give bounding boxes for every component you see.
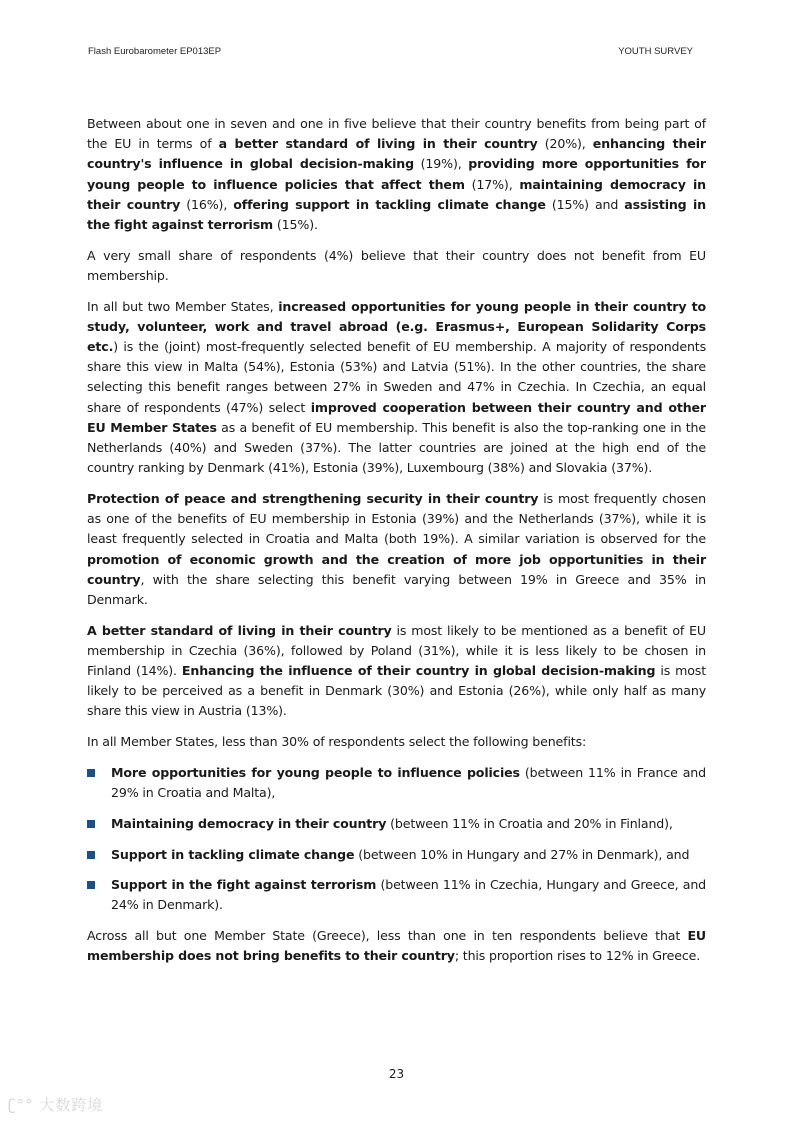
paragraph [87,297,706,479]
text-run: is most likely to be perceived as a benefit in Denmark (30%) and Estonia (26%), while only half as many share this view in Austria (13%). [87,663,706,719]
paragraph [87,489,706,610]
text-run: (16%), [180,196,234,212]
text-run: (15%) and [545,196,625,212]
text-run: In all but two Member States, [87,298,279,314]
bold-phrase: assisting in the fight against terrorism [87,196,706,233]
bullet-item [87,763,706,803]
bold-phrase: maintaining democracy in their country [87,176,706,212]
text-run: as a benefit of EU membership. This benefit is also the top-ranking one in the Netherlands (40%) and Sweden (37%). The latter countries are joined at the high end of the country ranking by Denmark (41%), Estonia (39%), Luxembourg (38%) and Slovakia (37%). [87,419,706,476]
bold-phrase: enhancing their country's influence in global decision-making [87,136,706,172]
text-run: (between 10% in Hungary and 27% in Denmark), and [354,846,690,862]
text-run: (15%). [273,217,318,233]
text-run: In all Member States, less than 30% of respondents select the following benefits: [87,734,587,750]
bold-phrase: Support in the fight against terrorism [111,877,377,893]
watermark-logo: ʗ°° 大数跨境 [8,1096,104,1114]
paragraphs [87,114,706,752]
text-run: (between 11% in France and 29% in Croatia and Malta), [111,764,706,801]
bold-phrase: More opportunities for young people to influence policies [111,764,520,780]
header-left: Flash Eurobarometer EP013EP [88,46,222,57]
bullet-item [87,845,706,865]
text-run: ; this proportion rises to 12% in Greece. [454,948,701,964]
bullet-list [87,763,706,916]
paragraph [87,621,706,722]
bold-phrase: Support in tackling climate change [111,846,355,862]
text-run: (17%), [464,176,520,192]
text-run: Across all but one Member State (Greece), less than one in ten respondents believe that [87,928,688,944]
text-run: (20%), [537,136,593,152]
text-run: is most frequently chosen as one of the benefits of EU membership in Estonia (39%) and the Netherlands (37%), while it is least frequently selected in Croatia and Malta (both 19%). A similar variation is observed for the [87,490,706,547]
paragraph [87,246,706,286]
bullet-item [87,814,706,834]
bold-phrase: Protection of peace and strengthening security in their country [87,490,539,506]
text-run: (between 11% in Czechia, Hungary and Greece, and 24% in Denmark). [111,877,706,913]
header-right: YOUTH SURVEY [618,46,693,57]
text-run: ) is the (joint) most-frequently selected benefit of EU membership. A majority of respondents share this view in Malta (54%), Estonia (53%) and Latvia (51%). In the other countries, the share selecting this benefit ranges between 27% in Sweden and 47% in Czechia. In Czechia, an equal share of respondents (47%) select [87,339,706,415]
text-run: Between about one in seven and one in five believe that their country benefits from being part of the EU in terms of [87,116,706,152]
paragraph [87,732,706,752]
square-bullet-icon [87,881,95,889]
bold-phrase: EU membership does not bring benefits to their country [87,928,706,964]
bold-phrase: a better standard of living in their country [218,136,538,152]
bold-phrase: Enhancing the influence of their country in global decision-making [181,663,656,679]
text-run: (19%), [413,156,469,172]
paragraph [87,114,706,235]
square-bullet-icon [87,769,95,777]
text-run: , with the share selecting this benefit varying between 19% in Greece and 35% in Denmark. [87,571,706,607]
bold-phrase: A better standard of living in their country [87,622,392,638]
text-run: (between 11% in Croatia and 20% in Finland), [386,815,673,831]
closing-paragraph [87,926,706,966]
text-run: A very small share of respondents (4%) believe that their country does not benefit from EU membership. [87,247,706,283]
square-bullet-icon [87,820,95,828]
page-number: 23 [388,1067,405,1081]
body-text [87,114,706,977]
text-run: is most likely to be mentioned as a benefit of EU membership in Czechia (36%), followed by Poland (31%), while it is less likely to be chosen in Finland (14%). [87,622,706,679]
bullet-item [87,875,706,915]
bold-phrase: Maintaining democracy in their country [111,815,387,831]
bold-phrase: increased opportunities for young people in their country to study, volunteer, work and travel abroad (e.g. Erasmus+, European Solidarity Corps etc. [87,298,706,355]
bold-phrase: improved cooperation between their country and other EU Member States [87,399,706,435]
bold-phrase: offering support in tackling climate change [233,196,546,212]
bold-phrase: promotion of economic growth and the creation of more job opportunities in their country [87,551,706,587]
watermark-text: 大数跨境 [39,1096,104,1114]
square-bullet-icon [87,851,95,859]
bold-phrase: providing more opportunities for young people to influence policies that affect them [87,156,706,192]
